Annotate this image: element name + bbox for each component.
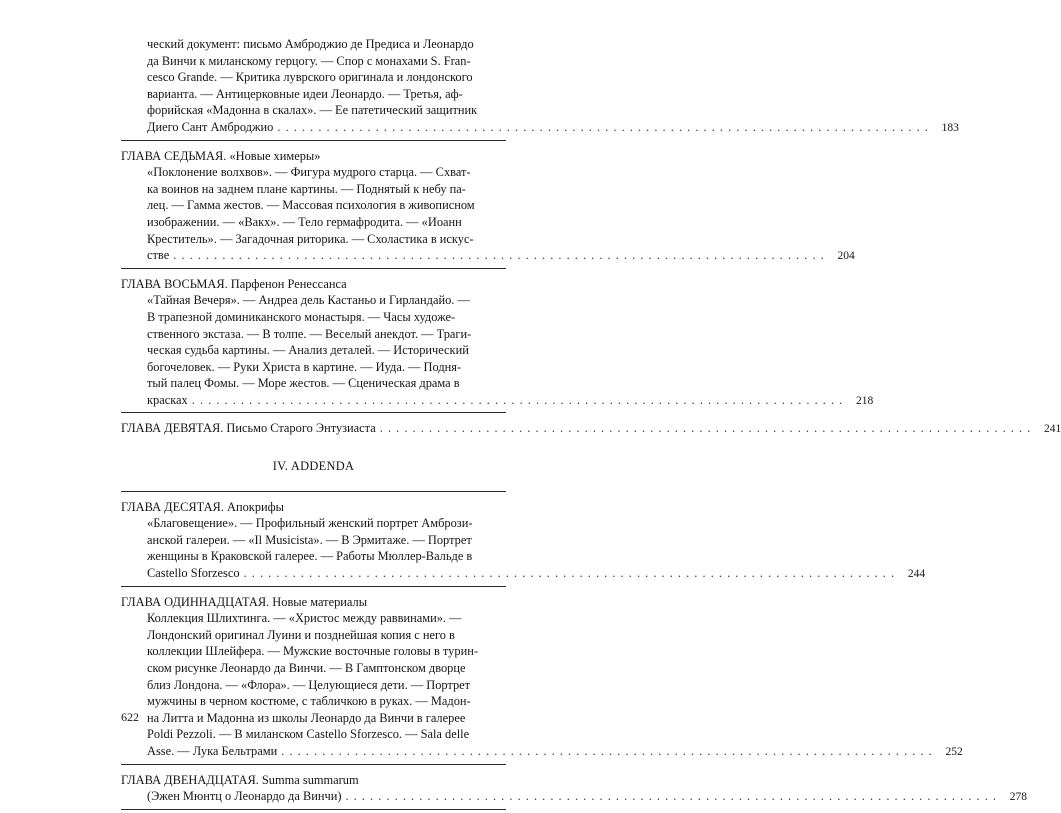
dot-leader: . . . . . . . . . . . . . . . . . . . . . . . . . . . . . . . . . . . . . . . . . . . . . . . . . . . . . . . . . . . . . . . . . . . . . . . . . . . . . . . . bbox=[277, 119, 929, 134]
toc-entry-continued bbox=[147, 36, 959, 137]
chapter-title: ГЛАВА СЕДЬМАЯ. «Новые химеры» bbox=[121, 148, 321, 163]
divider bbox=[121, 586, 506, 587]
toc-line: да Винчи к миланскому герцогу. — Спор с монахами S. Fran- bbox=[147, 53, 471, 68]
page-ref: 204 bbox=[837, 250, 855, 263]
chapter-title: ГЛАВА ДЕВЯТАЯ. Письмо Старого Энтузиаста bbox=[121, 421, 376, 436]
toc-chapter-11 bbox=[121, 590, 963, 761]
toc-line: Креститель». — Загадочная риторика. — Схоластика в искус- bbox=[147, 231, 474, 246]
toc-last-line bbox=[147, 788, 1027, 806]
toc-line: Коллекция Шлихтинга. — «Христос между раввинами». — bbox=[147, 611, 462, 626]
toc-line: на Литта и Мадонна из школы Леонардо да Винчи в галерее bbox=[147, 710, 466, 725]
dot-leader: . . . . . . . . . . . . . . . . . . . . . . . . . . . . . . . . . . . . . . . . . . . . . . . . . . . . . . . . . . . . . . . . . . . . . . . . . . . . . . . . bbox=[243, 566, 896, 581]
toc-line: стве bbox=[147, 248, 170, 263]
dot-leader: . . . . . . . . . . . . . . . . . . . . . . . . . . . . . . . . . . . . . . . . . . . . . . . . . . . . . . . . . . . . . . . . . . . . . . . . . . . . . . . . bbox=[345, 789, 997, 804]
toc-last-line bbox=[147, 392, 874, 410]
chapter-title: ГЛАВА ДЕСЯТАЯ. Апокрифы bbox=[121, 499, 284, 514]
chapter-title: ГЛАВА ВОСЬМАЯ. Парфенон Ренессанса bbox=[121, 276, 347, 291]
toc-line: тый палец Фомы. — Море жестов. — Сценическая драма в bbox=[147, 376, 460, 391]
toc-line: коллекции Шлейфера. — Мужские восточные головы в турин- bbox=[147, 644, 478, 659]
toc-last-line bbox=[147, 247, 855, 265]
toc-last-line bbox=[147, 565, 926, 583]
toc-line: «Благовещение». — Профильный женский портрет Амбрози- bbox=[147, 516, 473, 531]
toc-line: анской галереи. — «Il Musicista». — В Эрмитаже. — Портрет bbox=[147, 532, 472, 547]
page-ref: 252 bbox=[945, 745, 963, 758]
toc-chapter-9 bbox=[121, 416, 1061, 438]
toc-line: «Тайная Вечеря». — Андреа дель Кастаньо и Гирландайо. — bbox=[147, 293, 470, 308]
toc-line: ка воинов на заднем плане картины. — Поднятый к небу па- bbox=[147, 181, 466, 196]
dot-leader: . . . . . . . . . . . . . . . . . . . . . . . . . . . . . . . . . . . . . . . . . . . . . . . . . . . . . . . . . . . . . . . . . . . . . . . . . . . . . . . . bbox=[191, 392, 844, 407]
divider bbox=[121, 809, 506, 810]
toc-line: изображении. — «Вакх». — Тело гермафродита. — «Иоанн bbox=[147, 214, 462, 229]
toc-line: богочеловек. — Руки Христа в картине. — Иуда. — Подня- bbox=[147, 359, 462, 374]
toc-line: красках bbox=[147, 392, 188, 407]
toc-chapter-10 bbox=[121, 495, 926, 583]
toc-line: ческая судьба картины. — Анализ деталей. — Исторический bbox=[147, 343, 469, 358]
divider bbox=[121, 764, 506, 765]
divider bbox=[121, 268, 506, 269]
part-heading: IV. ADDENDA bbox=[272, 459, 355, 474]
toc-line: варианта. — Антицерковные идеи Леонардо. — Третья, аф- bbox=[147, 86, 463, 101]
toc-line: форийская «Мадонна в скалах». — Ее патетический защитник bbox=[147, 103, 478, 118]
toc-line: cesco Grande. — Критика луврского оригинала и лондонского bbox=[147, 70, 473, 85]
toc-line: Castello Sforzesco bbox=[147, 566, 240, 581]
table-of-contents bbox=[121, 36, 1061, 813]
toc-line: Poldi Pezzoli. — В миланском Castello Sforzesco. — Sala delle bbox=[147, 727, 470, 742]
toc-last-line bbox=[147, 119, 959, 137]
chapter-title: ГЛАВА ОДИННАДЦАТАЯ. Новые материалы bbox=[121, 594, 368, 609]
page-ref: 183 bbox=[941, 121, 959, 134]
toc-chapter-12 bbox=[121, 768, 1027, 806]
divider bbox=[121, 412, 506, 413]
toc-chapter-7 bbox=[121, 144, 855, 265]
toc-line: ственного экстаза. — В толпе. — Веселый анекдот. — Траги- bbox=[147, 326, 472, 341]
toc-line: ческий документ: письмо Амброджио де Предиса и Леонардо bbox=[147, 37, 474, 51]
toc-line: лец. — Гамма жестов. — Массовая психология в живописном bbox=[147, 198, 475, 213]
page-ref: 244 bbox=[907, 568, 926, 581]
toc-line: Asse. — Лука Бельтрами bbox=[147, 743, 278, 758]
toc-line: близ Лондона. — «Флора». — Целующиеся дети. — Портрет bbox=[147, 677, 471, 692]
divider bbox=[121, 140, 506, 141]
toc-line: (Эжен Мюнтц о Леонардо да Винчи) bbox=[147, 789, 342, 804]
toc-chapter-8 bbox=[121, 272, 874, 410]
toc-line: женщины в Краковской галерее. — Работы Мюллер-Вальде в bbox=[147, 549, 473, 564]
divider bbox=[121, 491, 506, 492]
toc-line: мужчины в черном костюме, с табличкою в руках. — Мадон- bbox=[147, 694, 471, 709]
dot-leader: . . . . . . . . . . . . . . . . . . . . . . . . . . . . . . . . . . . . . . . . . . . . . . . . . . . . . . . . . . . . . . . . . . . . . . . . . . . . . . . . bbox=[173, 248, 825, 263]
toc-line: Лондонский оригинал Луини и позднейшая копия с него в bbox=[147, 627, 455, 642]
dot-leader: . . . . . . . . . . . . . . . . . . . . . . . . . . . . . . . . . . . . . . . . . . . . . . . . . . . . . . . . . . . . . . . . . . . . . . . . . . . . . . . . bbox=[379, 421, 1032, 436]
toc-line: «Поклонение волхвов». — Фигура мудрого старца. — Схват- bbox=[147, 165, 471, 180]
toc-last-line bbox=[121, 420, 1061, 438]
page-ref: 241 bbox=[1044, 423, 1061, 436]
toc-line: В трапезной доминиканского монастыря. — Часы художе- bbox=[147, 309, 456, 324]
page-ref: 278 bbox=[1009, 791, 1027, 804]
chapter-title: ГЛАВА ДВЕНАДЦАТАЯ. Summa summarum bbox=[121, 772, 359, 787]
toc-last-line bbox=[147, 743, 963, 761]
toc-line: ском рисунке Леонардо да Винчи. — В Гамптонском дворце bbox=[147, 661, 466, 675]
page-ref: 218 bbox=[856, 394, 874, 407]
toc-line: Диего Сант Амброджио bbox=[147, 119, 274, 134]
page-number: 622 bbox=[121, 710, 139, 724]
dot-leader: . . . . . . . . . . . . . . . . . . . . . . . . . . . . . . . . . . . . . . . . . . . . . . . . . . . . . . . . . . . . . . . . . . . . . . . . . . . . . . . . bbox=[281, 743, 933, 758]
